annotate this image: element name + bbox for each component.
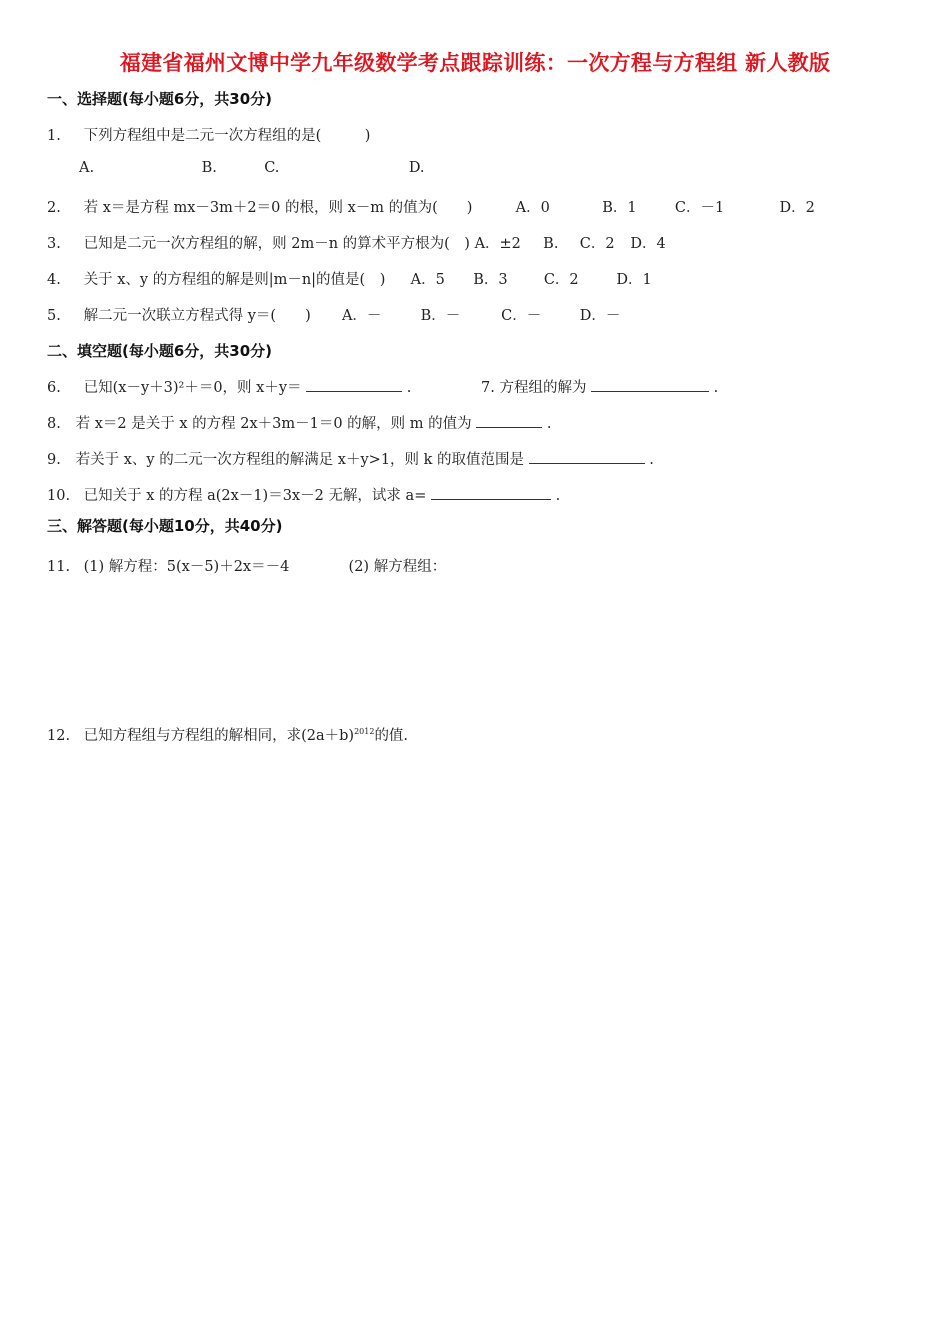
option-c: C．2 xyxy=(543,272,579,288)
question-3 xyxy=(47,232,666,253)
question-number: 10. xyxy=(47,488,71,504)
question-12 xyxy=(47,724,408,745)
question-1 xyxy=(47,124,370,145)
exponent: 2012 xyxy=(354,727,375,737)
page-title: 福建省福州文博中学九年级数学考点跟踪训练：一次方程与方程组 新人教版 xyxy=(119,51,831,75)
option-a: A．±2 xyxy=(474,236,521,252)
option-a: A．0 xyxy=(515,200,550,216)
question-number: 7. xyxy=(481,380,495,396)
option-b: B．1 xyxy=(602,200,637,216)
question-11 xyxy=(47,555,446,576)
question-text: 已知方程组与方程组的解相同，求(2a＋b) xyxy=(83,728,355,744)
question-6 xyxy=(47,376,411,397)
question-number: 4. xyxy=(47,272,61,288)
option-a: A．－ xyxy=(341,308,382,324)
answer-blank[interactable] xyxy=(306,377,402,392)
question-7 xyxy=(481,376,718,397)
question-4 xyxy=(47,268,652,289)
question-8 xyxy=(47,412,551,433)
question-2 xyxy=(47,196,815,217)
question-number: 2. xyxy=(47,200,61,216)
question-text: 若关于 x、y 的二元一次方程组的解满足 x＋y>1，则 k 的取值范围是 xyxy=(75,452,525,468)
option-d: D．1 xyxy=(616,272,652,288)
question-number: 12. xyxy=(47,728,71,744)
option-c: C．－1 xyxy=(674,200,725,216)
answer-blank[interactable] xyxy=(431,485,551,500)
option-d: D．2 xyxy=(779,200,815,216)
question-number: 5. xyxy=(47,308,61,324)
section-heading-fill: 二、填空题(每小题6分，共30分) xyxy=(47,342,273,360)
question-text: 已知是二元一次方程组的解，则 2m－n 的算术平方根为( ) xyxy=(83,236,470,252)
question-1-options xyxy=(79,160,425,176)
option-d: D．－ xyxy=(579,308,621,324)
question-number: 9. xyxy=(47,452,61,468)
question-number: 6. xyxy=(47,380,61,396)
option-a: A．5 xyxy=(410,272,445,288)
option-c: C．－ xyxy=(501,308,542,324)
question-10 xyxy=(47,484,560,505)
question-tail: . xyxy=(713,380,719,396)
question-number: 8. xyxy=(47,416,61,432)
question-tail: . xyxy=(649,452,654,468)
section-heading-solve: 三、解答题(每小题10分，共40分) xyxy=(47,517,283,535)
question-text: 已知(x－y＋3)²＋＝0，则 x＋y＝ xyxy=(83,380,302,396)
question-tail: . xyxy=(555,488,561,504)
option-b: B. xyxy=(201,160,217,176)
answer-blank[interactable] xyxy=(476,413,542,428)
question-part-2: (2) 解方程组： xyxy=(348,559,447,575)
question-number: 3. xyxy=(47,236,61,252)
option-b: B. xyxy=(543,236,559,252)
question-tail: . xyxy=(406,380,412,396)
question-text: 关于 x、y 的方程组的解是则|m－n|的值是( ) xyxy=(83,272,386,288)
question-number: 11. xyxy=(47,559,71,575)
question-5 xyxy=(47,304,620,325)
option-c: C．2 xyxy=(579,236,615,252)
question-number: 1. xyxy=(47,128,61,144)
option-c: C. xyxy=(264,160,280,176)
question-tail: . xyxy=(546,416,552,432)
option-b: B．3 xyxy=(473,272,508,288)
option-b: B．－ xyxy=(420,308,461,324)
option-a: A. xyxy=(79,160,95,176)
question-text: 若 x＝是方程 mx－3m＋2＝0 的根，则 x－m 的值为( ) xyxy=(83,200,473,216)
answer-blank[interactable] xyxy=(591,377,709,392)
section-heading-choice: 一、选择题(每小题6分，共30分) xyxy=(47,90,273,108)
question-text: 下列方程组中是二元一次方程组的是( ) xyxy=(83,128,371,144)
question-text: 解二元一次联立方程式得 y＝( ) xyxy=(83,308,311,324)
question-part-1: (1) 解方程：5(x－5)＋2x＝－4 xyxy=(83,559,290,575)
answer-blank[interactable] xyxy=(529,449,645,464)
option-d: D. xyxy=(408,160,425,176)
option-d: D．4 xyxy=(630,236,666,252)
question-text: 方程组的解为 xyxy=(499,380,587,396)
question-text: 若 x＝2 是关于 x 的方程 2x＋3m－1＝0 的解，则 m 的值为 xyxy=(75,416,472,432)
question-9 xyxy=(47,448,654,469)
question-tail: 的值. xyxy=(374,728,409,744)
question-text: 已知关于 x 的方程 a(2x－1)＝3x－2 无解，试求 a= xyxy=(83,488,427,504)
